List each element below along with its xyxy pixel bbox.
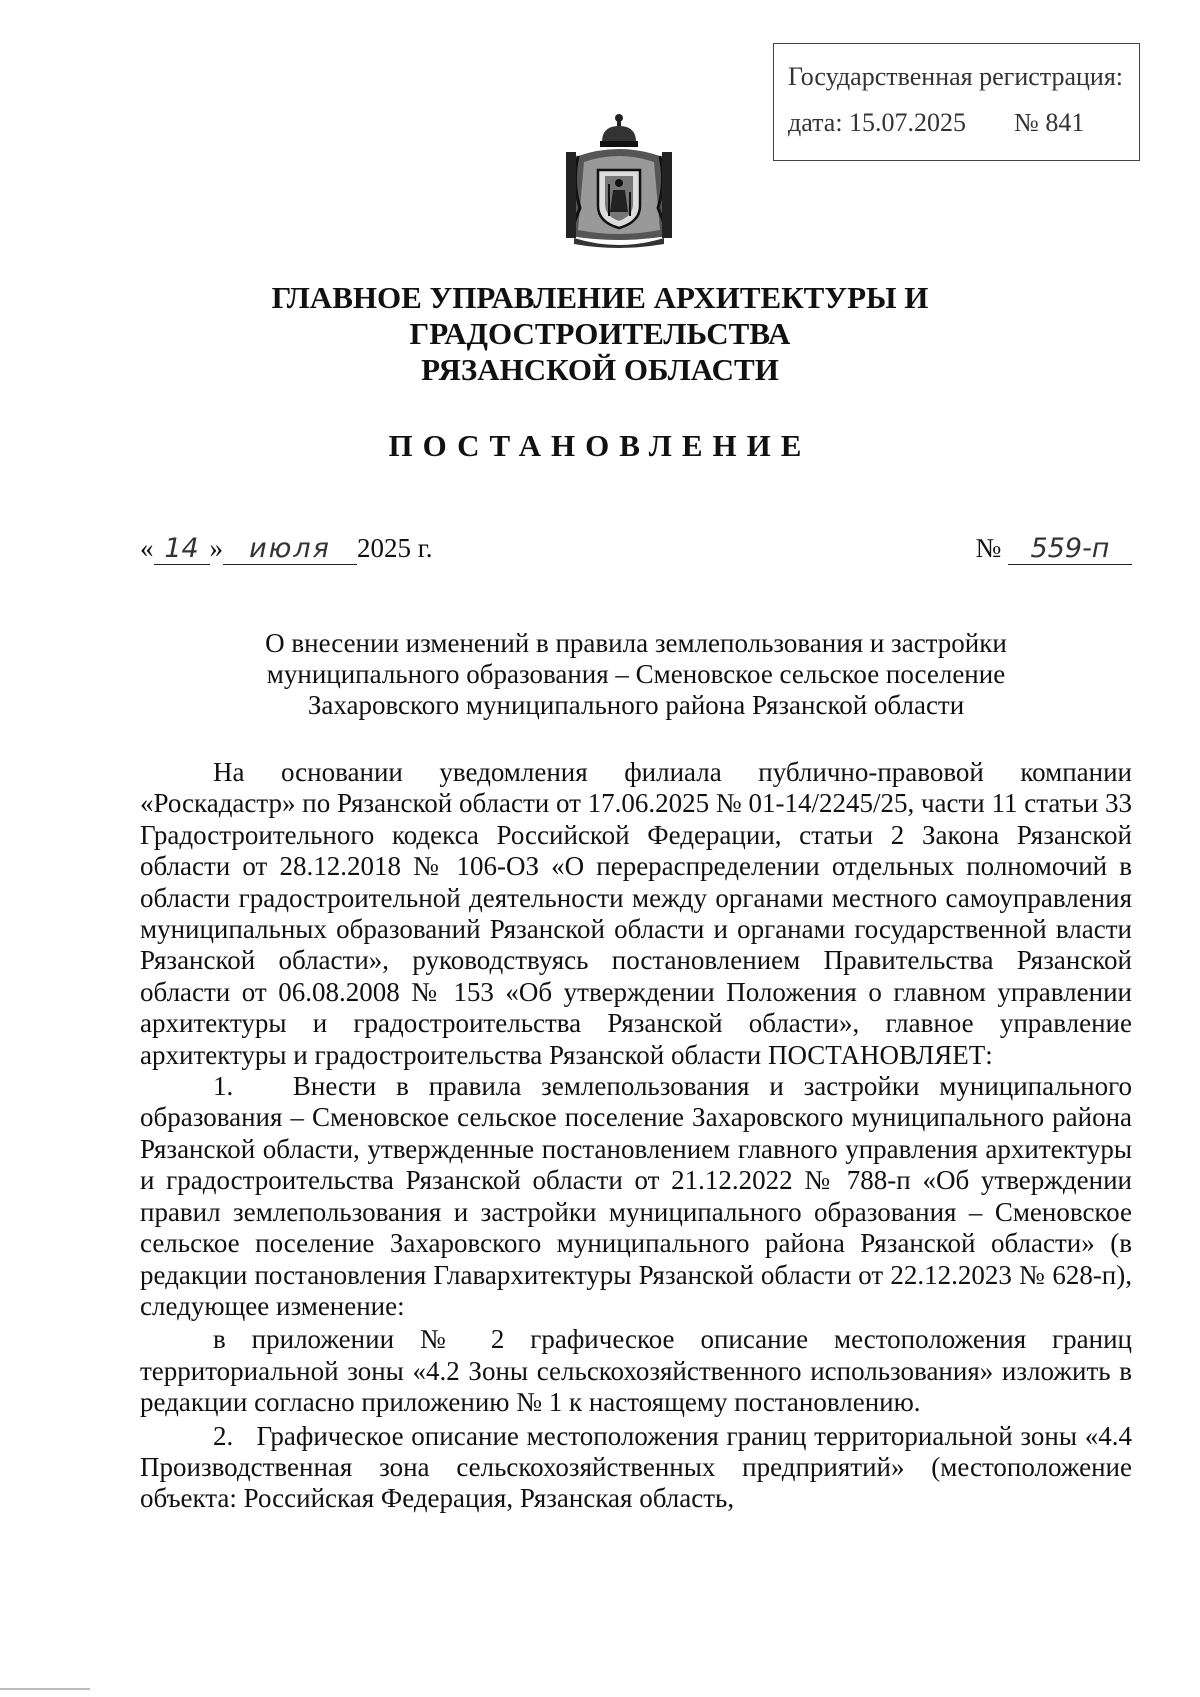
document-subject <box>140 628 1132 721</box>
document-number <box>975 533 1132 565</box>
document-date <box>140 533 433 565</box>
body-paragraph-preamble: На основании уведомления филиала публично-правовой компании «Роскадастр» по Рязанской области от 17.06.2025 № 01-14/2245/25, части 11 статьи 33 Градостроительного кодекса Российской Федерации, статьи 2 Закона Рязанской области от 28.12.2018 № 106-ОЗ «О перераспределении отдельных полномочий в области градостроительной деятельности между органами местного самоуправления муниципальных образований Рязанской области и органами государственной власти Рязанской области», руководствуясь постановлением Правительства Рязанской области от 06.08.2008 № 153 «Об утверждении Положения о главном управлении архитектуры и градостроительства Рязанской области», главное управление архитектуры и градостроительства Рязанской области ПОСТАНОВЛЯЕТ: <box>140 757 1132 1070</box>
scan-edge-mark <box>0 1688 90 1690</box>
document-type: ПОСТАНОВЛЕНИЕ <box>388 428 812 463</box>
subject-line1: О внесении изменений в правила землепользования и застройки <box>265 628 1007 658</box>
coat-of-arms-icon <box>558 112 680 252</box>
organization-title-line2: РЯЗАНСКОЙ ОБЛАСТИ <box>421 352 779 387</box>
date-number-row <box>140 533 1132 573</box>
body-paragraph-item-1-detail: в приложении № 2 графическое описание местоположения границ территориальной зоны «4.2 Зоны сельскохозяйственного использования» изложить в редакции согласно приложению № 1 к настоящему постановлению. <box>140 1324 1132 1418</box>
number-prefix: № <box>975 533 1002 563</box>
organization-title <box>100 280 1100 388</box>
registration-date: дата: 15.07.2025 <box>788 108 967 137</box>
registration-label: Государственная регистрация: <box>788 62 1124 91</box>
handwritten-day: 14 <box>154 534 210 565</box>
document-body <box>140 757 1132 1515</box>
handwritten-month: июля <box>223 534 357 565</box>
subject-line2: муниципального образования – Сменовское сельское поселение <box>266 659 1006 689</box>
date-open-quote: « <box>140 533 154 563</box>
date-close-quote: » <box>209 533 223 563</box>
organization-title-line1: ГЛАВНОЕ УПРАВЛЕНИЕ АРХИТЕКТУРЫ И ГРАДОСТРОИТЕЛЬСТВА <box>271 280 929 351</box>
body-paragraph-item-2: 2. Графическое описание местоположения границ территориальной зоны «4.4 Производственная зона сельскохозяйственных предприятий» (местоположение объекта: Российская Федерация, Рязанская область, <box>140 1420 1132 1514</box>
registration-stamp <box>773 43 1140 161</box>
registration-details <box>788 108 1139 138</box>
date-year: 2025 г. <box>357 533 433 563</box>
handwritten-number: 559-п <box>1008 534 1132 565</box>
body-paragraph-item-1: 1. Внести в правила землепользования и застройки муниципального образования – Сменовское сельское поселение Захаровского муниципального района Рязанской области, утвержденные постановлением главного управления архитектуры и градостроительства Рязанской области от 21.12.2022 № 788-п «Об утверждении правил землепользования и застройки муниципального образования – Сменовское сельское поселение Захаровского муниципального района Рязанской области» (в редакции постановления Главархитектуры Рязанской области от 22.12.2023 № 628-п), следующее изменение: <box>140 1071 1132 1321</box>
subject-line3: Захаровского муниципального района Рязанской области <box>307 690 965 720</box>
registration-number: № 841 <box>1014 108 1085 137</box>
